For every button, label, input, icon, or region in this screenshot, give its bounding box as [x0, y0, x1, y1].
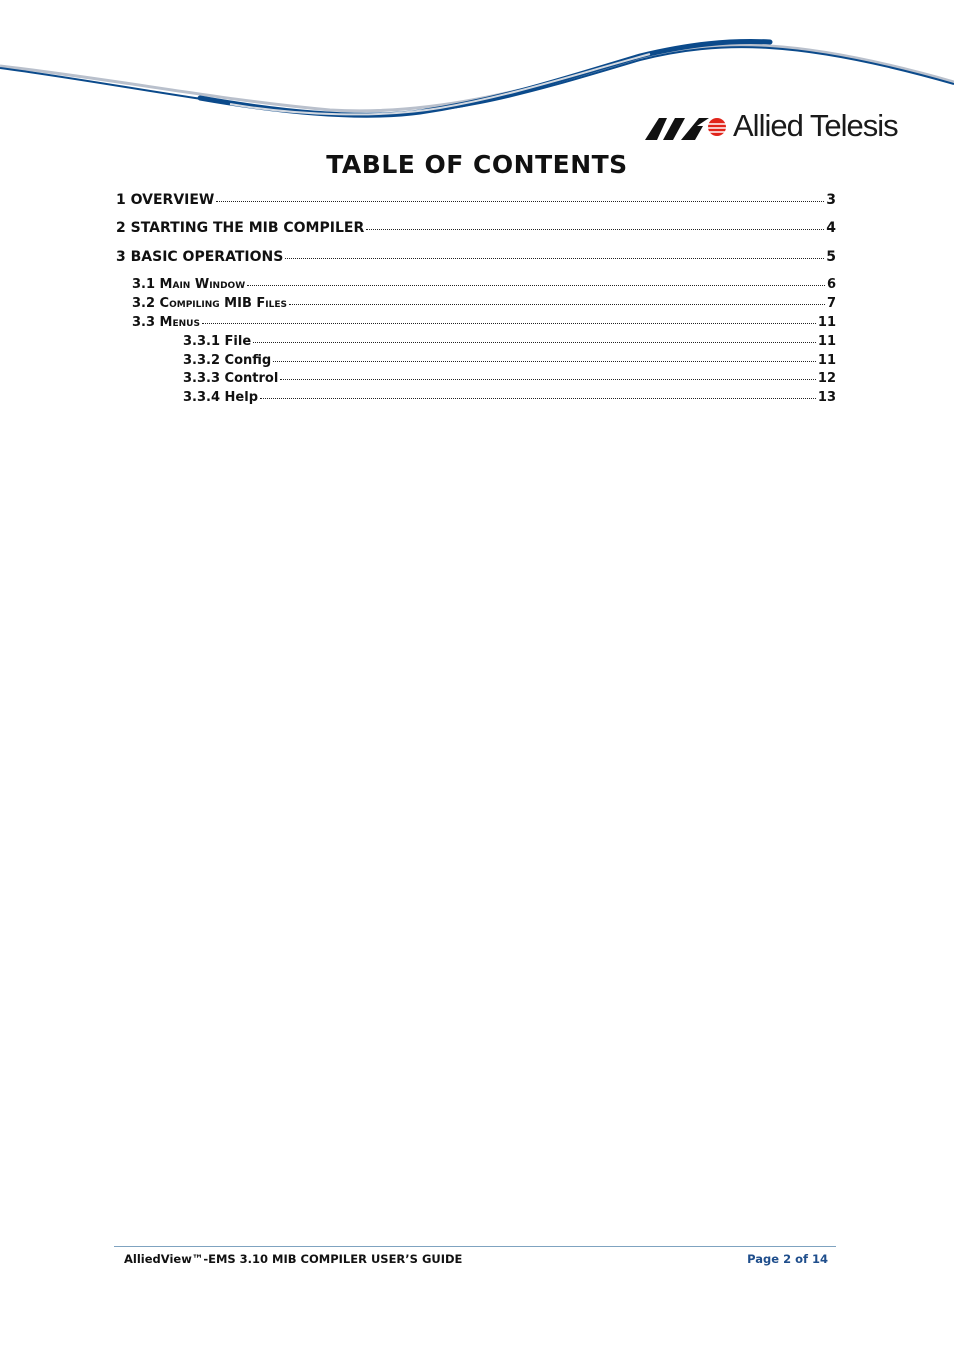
toc-entry-page: 11 — [817, 315, 836, 330]
toc-entry-label: 3.3.1 File — [183, 334, 252, 349]
toc-entry-page: 3 — [826, 192, 836, 208]
toc-leader-dots — [273, 361, 816, 362]
allied-telesis-logo-mark-icon — [645, 114, 727, 140]
footer-divider — [114, 1246, 836, 1247]
toc-entry-label: 1 OVERVIEW — [116, 192, 215, 208]
toc-entry[interactable] — [183, 390, 836, 405]
toc-entry[interactable] — [132, 315, 836, 330]
toc-leader-dots — [202, 323, 816, 324]
toc-entry-label: 3.3.2 Config — [183, 353, 272, 368]
toc-entry-label: 3 BASIC OPERATIONS — [116, 249, 284, 265]
toc-entry-page: 11 — [817, 353, 836, 368]
toc-entry-label: 3.3.4 Help — [183, 390, 258, 405]
toc-entry-page: 11 — [817, 334, 836, 349]
allied-telesis-logo — [645, 108, 905, 148]
toc-leader-dots — [289, 304, 825, 305]
toc-leader-dots — [366, 229, 824, 230]
toc-entry[interactable] — [116, 249, 836, 265]
toc-entry-label: 3.3.3 Control — [183, 371, 279, 386]
footer-page-number: Page 2 of 14 — [747, 1252, 828, 1266]
toc-entry[interactable] — [116, 192, 836, 208]
toc-entry[interactable] — [183, 371, 836, 386]
toc-entry[interactable] — [116, 220, 836, 236]
toc-leader-dots — [285, 258, 824, 259]
toc-entry-page: 4 — [826, 220, 836, 236]
toc-leader-dots — [216, 201, 824, 202]
page-title: TABLE OF CONTENTS — [326, 150, 628, 179]
toc-entry-label: 3.2 Compiling MIB Files — [132, 296, 287, 311]
toc-entry-label: 3.3 Menus — [132, 315, 200, 330]
toc-entry[interactable] — [132, 277, 836, 292]
toc-entry-label: 2 STARTING THE MIB COMPILER — [116, 220, 365, 236]
footer-guide-title: AlliedView™-EMS 3.10 MIB COMPILER USER’S GUIDE — [124, 1252, 463, 1266]
toc-entry[interactable] — [183, 353, 836, 368]
toc-entry-page: 13 — [817, 390, 836, 405]
toc-entry-page: 7 — [826, 296, 836, 311]
toc-leader-dots — [247, 285, 825, 286]
toc-leader-dots — [253, 342, 816, 343]
logo-text: Allied Telesis — [733, 108, 898, 143]
toc-entry-page: 12 — [817, 371, 836, 386]
toc-entry-page: 5 — [826, 249, 836, 265]
toc-entry[interactable] — [132, 296, 836, 311]
toc-leader-dots — [280, 379, 816, 380]
toc-entry-label: 3.1 Main Window — [132, 277, 246, 292]
toc-entry-page: 6 — [826, 277, 836, 292]
toc-leader-dots — [260, 398, 816, 399]
toc-entry[interactable] — [183, 334, 836, 349]
